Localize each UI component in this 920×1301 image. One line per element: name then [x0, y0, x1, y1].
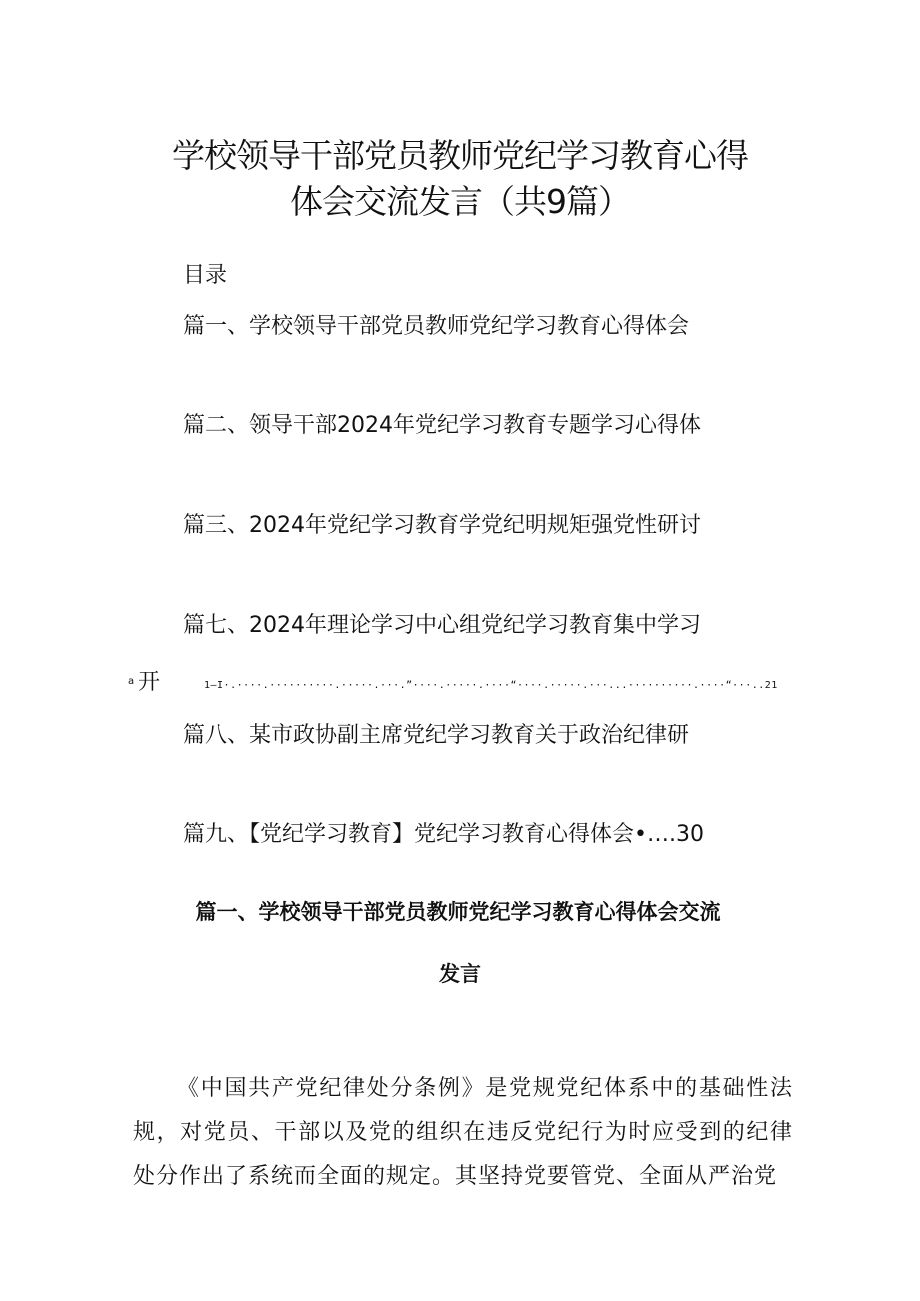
toc-item-3[interactable]: 篇三、2024年党纪学习教育学党纪明规矩强党性研讨	[183, 513, 701, 538]
section-heading-line-1: 篇一、学校领导干部党员教师党纪学习教育心得体会交流	[195, 900, 721, 924]
toc-leader-line: 1—I·.····.··········.·····.···.”····.·····.····“····.·····.···...··········.····“···..21	[204, 680, 778, 691]
section-heading-line-2: 发言	[439, 962, 481, 986]
toc-item-9[interactable]: 篇九、【党纪学习教育】党纪学习教育心得体会•….30	[183, 822, 704, 847]
toc-item-1[interactable]: 篇一、学校领导干部党员教师党纪学习教育心得体会	[183, 314, 690, 339]
toc-item-8[interactable]: 篇八、某市政协副主席党纪学习教育关于政治纪律研	[183, 723, 690, 748]
document-title-line-2: 体会交流发言（共9篇）	[290, 182, 630, 221]
toc-item-2[interactable]: 篇二、领导干部2024年党纪学习教育专题学习心得体	[183, 413, 701, 438]
document-title-line-1: 学校领导干部党员教师党纪学习教育心得	[172, 136, 748, 175]
toc-fragment-char: 开	[138, 670, 161, 695]
toc-item-7[interactable]: 篇七、2024年理论学习中心组党纪学习教育集中学习	[183, 613, 701, 638]
body-paragraph: 《中国共产党纪律处分条例》是党规党纪体系中的基础性法规，对党员、干部以及党的组织在违反党纪行为时应受到的纪律处分作出了系统而全面的规定。其坚持党要管党、全面从严治党	[133, 1076, 793, 1189]
toc-fragment-small: a	[128, 676, 135, 687]
toc-label: 目录	[183, 263, 228, 288]
